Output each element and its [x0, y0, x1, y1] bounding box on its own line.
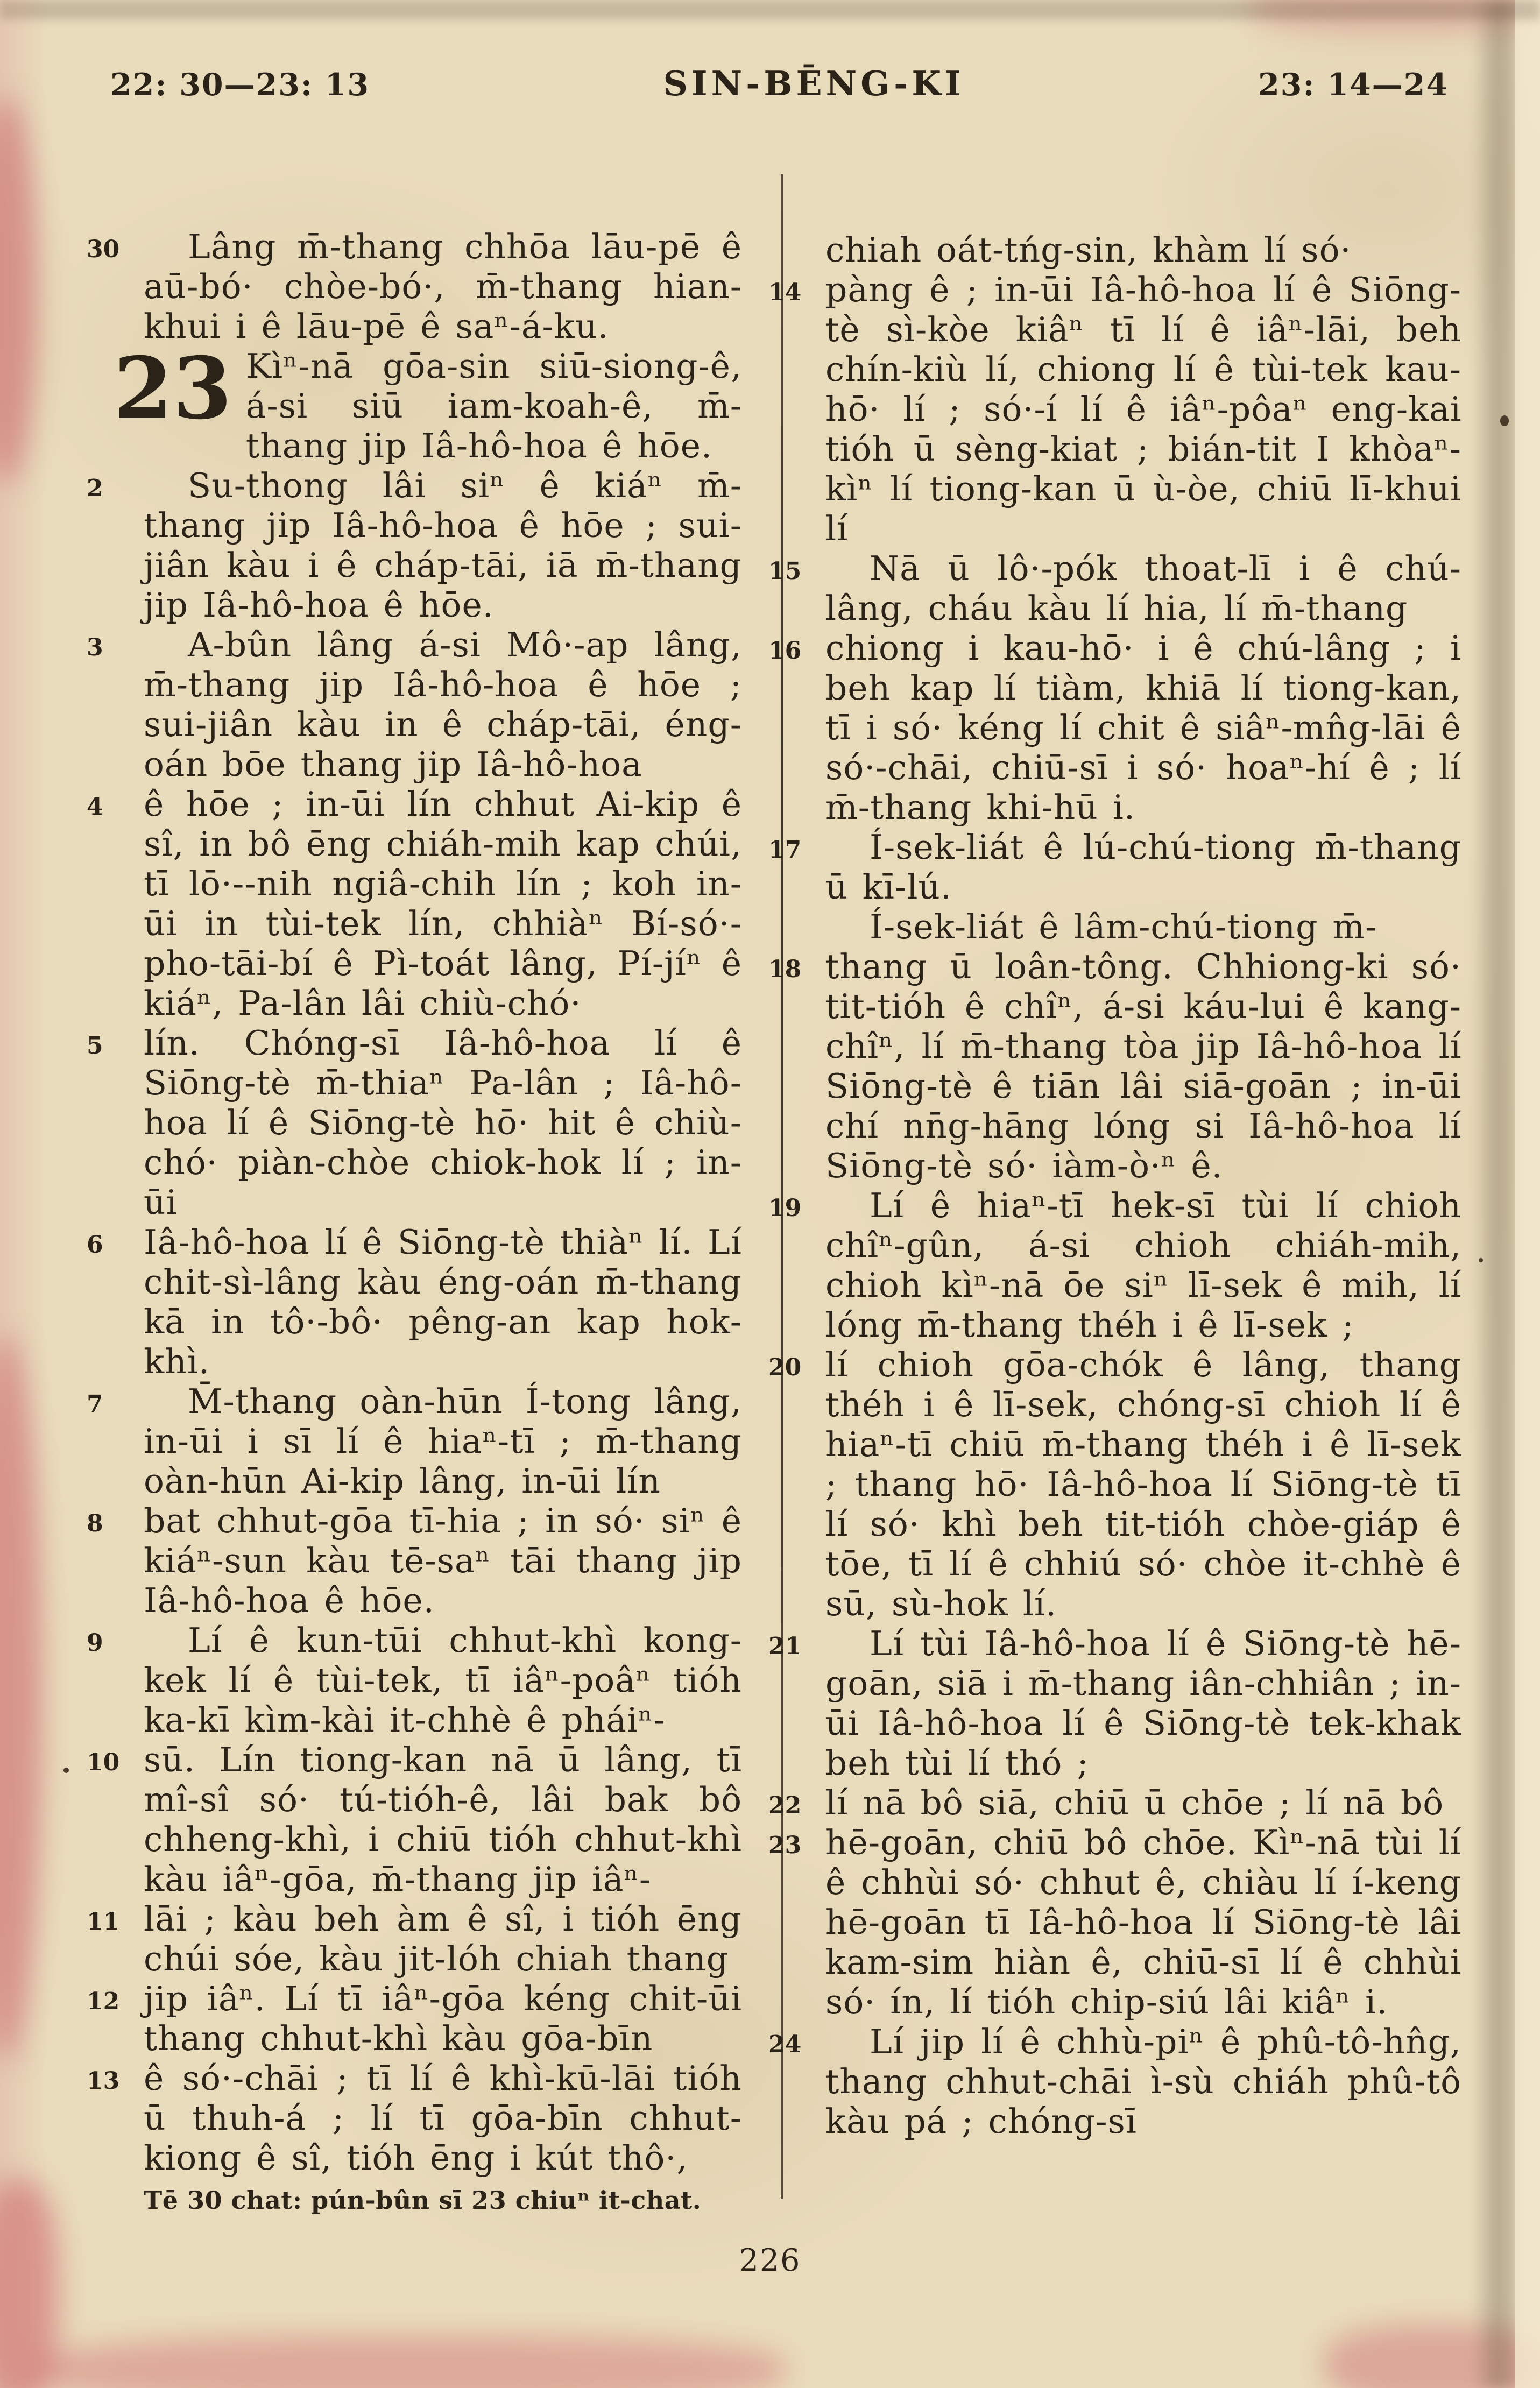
verse-paragraph: [768, 549, 1461, 628]
paper-stain: [1324, 2325, 1540, 2388]
verse-paragraph: [87, 2059, 742, 2178]
verse-text: chiong i kau-hō· i ê chú-lâng ; i beh kap lí tiàm, khiā lí tiong-kan, tī i só· kéng lí chit ê siâⁿ-mn̂g-lāi ê só·-chāi, chiū-sī i só· hoaⁿ-hí ê ; lí m̄-thang khi-hū i.: [825, 628, 1461, 827]
verse-paragraph: [768, 1783, 1461, 1823]
header-left-reference: 22: 30—23: 13: [110, 67, 370, 103]
paper-stain: [0, 2179, 59, 2388]
verse-number: 4: [87, 793, 103, 821]
verse-number: 15: [768, 557, 802, 585]
verse-number: 13: [87, 2067, 120, 2095]
verse-text: ê hōe ; in-ūi lín chhut Ai-kip ê sî, in bô ēng chiáh-mih kap chúi, tī lō·--nih ngiâ-chih lín ; koh in-ūi in tùi-tek lín, chhiàⁿ Bí-só·-pho-tāi-bí ê Pì-toát lâng, Pí-jíⁿ ê kiáⁿ, Pa-lân lâi chiù-chó·: [144, 785, 742, 1023]
verse-number: 3: [87, 634, 103, 661]
verse-paragraph: [87, 1899, 742, 1979]
verse-paragraph: [87, 1621, 742, 1740]
verse-number: 19: [768, 1195, 802, 1222]
verse-text: Í-sek-liát ê lâm-chú-tiong m̄-: [870, 907, 1377, 946]
verse-number: 10: [87, 1749, 120, 1776]
verse-text: Kìⁿ-nā gōa-sin siū-siong-ê, á-si siū iam-koah-ê, m̄-thang jip Iâ-hô-hoa ê hōe.: [245, 347, 742, 465]
verse-paragraph: [87, 1501, 742, 1621]
verse-number: 6: [87, 1231, 103, 1259]
header-right-reference: 23: 14—24: [1258, 67, 1449, 103]
verse-paragraph: [87, 1023, 742, 1223]
verse-text: M̄-thang oàn-hūn Í-tong lâng, in-ūi i sī lí ê hiaⁿ-tī ; m̄-thang oàn-hūn Ai-kip lâng, in-ūi lín: [144, 1382, 742, 1501]
verse-text: Lí tùi Iâ-hô-hoa lí ê Siōng-tè hē-goān, siā i m̄-thang iân-chhiân ; in-ūi Iâ-hô-hoa lí ê Siōng-tè tek-khak beh tùi lí thó ;: [825, 1624, 1461, 1783]
verse-text: ê só·-chāi ; tī lí ê khì-kū-lāi tióh ū thuh-á ; lí tī gōa-bīn chhut-kiong ê sî, tióh ēng i kút thô·,: [144, 2059, 742, 2178]
verse-number: 9: [87, 1629, 103, 1657]
verse-text: thang ū loân-tông. Chhiong-ki só· tit-tióh ê chîⁿ, á-si káu-lui ê kang-chîⁿ, lí m̄-thang tòa jip Iâ-hô-hoa lí Siōng-tè ê tiān lâi siā-goān ; in-ūi chí nn̄g-hāng lóng si Iâ-hô-hoa lí Siōng-tè só· iàm-ò·ⁿ ê.: [825, 947, 1461, 1185]
verse-text: hē-goān, chiū bô chōe. Kìⁿ-nā tùi lí ê chhùi só· chhut ê, chiàu lí í-keng hē-goān tī Iâ-hô-hoa lí Siōng-tè lâi kam-sim hiàn ê, chiū-sī lí ê chhùi só· ín, lí tióh chip-siú lâi kiâⁿ i.: [825, 1823, 1461, 2022]
paper-stain: [0, 0, 1540, 19]
paper-stain: [0, 0, 48, 2388]
verse-text: lāi ; kàu beh àm ê sî, i tióh ēng chúi sóe, kàu jit-lóh chiah thang: [144, 1899, 742, 1979]
verse-number: 12: [87, 1988, 120, 2015]
verse-paragraph: [87, 785, 742, 1023]
verse-number: 23: [768, 1832, 802, 1859]
paper-stain: [1248, 0, 1540, 32]
verse-text: Nā ū lô·-pók thoat-lī i ê chú-lâng, cháu kàu lí hia, lí m̄-thang: [825, 549, 1461, 628]
verse-number: 2: [87, 475, 103, 502]
verse-number: 21: [768, 1633, 802, 1660]
verse-number: 22: [768, 1792, 802, 1819]
verse-paragraph: [768, 1345, 1461, 1624]
verse-paragraph: [768, 947, 1461, 1186]
verse-number: 17: [768, 836, 802, 864]
verse-paragraph: [87, 625, 742, 785]
verse-paragraph: [825, 230, 1461, 270]
chapter-number: 23: [114, 339, 232, 439]
paper-speck: [1500, 415, 1509, 426]
verse-text: Í-sek-liát ê lú-chú-tiong m̄-thang ū kī-lú.: [825, 828, 1461, 907]
verse-text: Lâng m̄-thang chhōa lāu-pē ê aū-bó· chòe-bó·, m̄-thang hian-khui i ê lāu-pē ê saⁿ-á-ku.: [144, 227, 742, 346]
verse-number: 16: [768, 637, 802, 665]
verse-paragraph: [768, 1186, 1461, 1345]
column-divider-rule: [781, 174, 783, 2199]
verse-text: Lí ê hiaⁿ-tī hek-sī tùi lí chioh chîⁿ-gûn, á-si chioh chiáh-mih, chioh kìⁿ-nā ōe siⁿ lī-sek ê mih, lí lóng m̄-thang théh i ê lī-sek ;: [825, 1186, 1461, 1345]
paper-stain: [0, 1334, 43, 2061]
verse-number: 5: [87, 1032, 103, 1059]
footnote: Tē 30 chat: pún-bûn sī 23 chiuⁿ it-chat.: [144, 2186, 702, 2215]
verse-text: lín. Chóng-sī Iâ-hô-hoa lí ê Siōng-tè m̄-thiaⁿ Pa-lân ; Iâ-hô-hoa lí ê Siōng-tè hō· hit ê chiù-chó· piàn-chòe chiok-hok lí ; in-ūi: [144, 1023, 742, 1222]
verse-paragraph: [825, 907, 1461, 947]
verse-number: 11: [87, 1908, 120, 1935]
verse-paragraph: [768, 2022, 1461, 2142]
verse-text: bat chhut-gōa tī-hia ; in só· siⁿ ê kiáⁿ-sun kàu tē-saⁿ tāi thang jip Iâ-hô-hoa ê hōe.: [144, 1501, 742, 1620]
verse-text: A-bûn lâng á-si Mô·-ap lâng, m̄-thang jip Iâ-hô-hoa ê hōe ; sui-jiân kàu in ê cháp-tāi, éng-oán bōe thang jip Iâ-hô-hoa: [144, 625, 742, 784]
verse-number: 18: [768, 956, 802, 983]
chapter-paragraph: [114, 339, 742, 466]
verse-paragraph: [768, 828, 1461, 907]
verse-paragraph: [768, 1823, 1461, 2022]
verse-paragraph: [87, 227, 742, 347]
verse-paragraph: [87, 1740, 742, 1899]
verse-text: lí nā bô siā, chiū ū chōe ; lí nā bô: [825, 1783, 1444, 1822]
verse-paragraph: [87, 1382, 742, 1501]
verse-text: Iâ-hô-hoa lí ê Siōng-tè thiàⁿ lí. Lí chit-sì-lâng kàu éng-oán m̄-thang kā in tô·-bô· pêng-an kap hok-khì.: [144, 1223, 742, 1381]
verse-text: lí chioh gōa-chók ê lâng, thang théh i ê lī-sek, chóng-sī chioh lí ê hiaⁿ-tī chiū m̄-thang théh i ê lī-sek ; thang hō· Iâ-hô-hoa lí Siōng-tè tī lí só· khì beh tit-tióh chòe-giáp ê tōe, tī lí ê chhiú só· chòe it-chhè ê sū, sù-hok lí.: [825, 1345, 1461, 1623]
right-column: [768, 230, 1461, 2142]
verse-number: 7: [87, 1390, 103, 1418]
paper-speck: [1479, 1258, 1483, 1262]
page-title: SIN-BĒNG-KI: [663, 63, 965, 103]
verse-paragraph: [87, 466, 742, 625]
page-gutter-shadow: [1472, 0, 1517, 2388]
verse-text: jip iâⁿ. Lí tī iâⁿ-gōa kéng chit-ūi thang chhut-khì kàu gōa-bīn: [144, 1979, 742, 2058]
verse-number: 30: [87, 236, 120, 263]
left-column: [87, 227, 742, 2178]
verse-text: pàng ê ; in-ūi Iâ-hô-hoa lí ê Siōng-tè sì-kòe kiâⁿ tī lí ê iâⁿ-lāi, beh chín-kiù lí, chiong lí ê tùi-tek kau-hō· lí ; só·-í lí ê iâⁿ-pôaⁿ eng-kai tióh ū sèng-kiat ; bián-tit I khòaⁿ-kìⁿ lí tiong-kan ū ù-òe, chiū lī-khui lí: [825, 270, 1461, 548]
page-edge: [1515, 0, 1540, 2388]
verse-paragraph: [768, 270, 1461, 549]
running-head: [110, 63, 1449, 103]
verse-text: sū. Lín tiong-kan nā ū lâng, tī mî-sî só· tú-tióh-ê, lâi bak bô chheng-khì, i chiū tióh chhut-khì kàu iâⁿ-gōa, m̄-thang jip iâⁿ-: [144, 1740, 742, 1899]
verse-paragraph: [87, 1979, 742, 2059]
paper-speck: [63, 1768, 69, 1773]
verse-paragraph: [768, 628, 1461, 828]
verse-text: Lí ê kun-tūi chhut-khì kong-kek lí ê tùi-tek, tī iâⁿ-poâⁿ tióh ka-kī kìm-kài it-chhè ê pháiⁿ-: [144, 1621, 742, 1740]
verse-text: Su-thong lâi siⁿ ê kiáⁿ m̄-thang jip Iâ-hô-hoa ê hōe ; sui-jiân kàu i ê cháp-tāi, iā m̄-thang jip Iâ-hô-hoa ê hōe.: [144, 466, 742, 625]
paper-stain: [0, 97, 38, 484]
verse-number: 24: [768, 2031, 802, 2058]
verse-text: Lí jip lí ê chhù-piⁿ ê phû-tô-hn̂g, thang chhut-chāi ì-sù chiáh phû-tô kàu pá ; chóng-sī: [825, 2022, 1461, 2141]
verse-text: chiah oát-tńg-sin, khàm lí só·: [825, 230, 1352, 270]
verse-paragraph: [87, 1223, 742, 1382]
verse-number: 20: [768, 1354, 802, 1381]
verse-number: 14: [768, 279, 802, 306]
page-number: 226: [739, 2243, 801, 2278]
verse-paragraph: [768, 1624, 1461, 1783]
verse-number: 8: [87, 1510, 103, 1537]
paper-stain: [32, 2335, 786, 2388]
